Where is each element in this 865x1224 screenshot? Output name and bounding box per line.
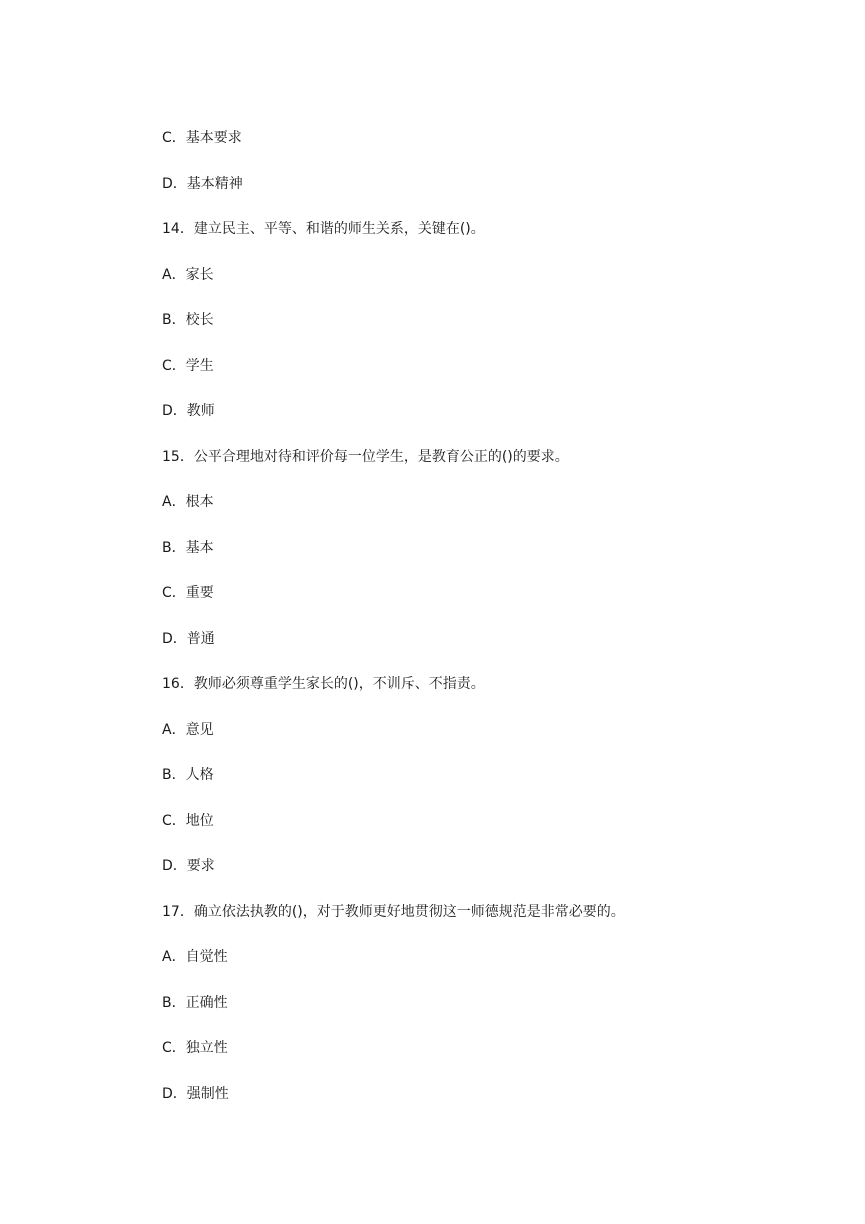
option-a-q17: A．自觉性 <box>162 949 228 965</box>
option-c-q14: C．学生 <box>162 358 214 374</box>
option-d-q16: D．要求 <box>162 858 215 874</box>
option-a-q15: A．根本 <box>162 494 214 510</box>
option-b-q17: B．正确性 <box>162 995 228 1011</box>
question-17: 17．确立依法执教的()，对于教师更好地贯彻这一师德规范是非常必要的。 <box>162 904 625 920</box>
question-14: 14．建立民主、平等、和谐的师生关系，关键在()。 <box>162 221 485 237</box>
option-d-q15: D．普通 <box>162 631 215 647</box>
option-a-q16: A．意见 <box>162 722 214 738</box>
option-b-q16: B．人格 <box>162 767 214 783</box>
option-c-q17: C．独立性 <box>162 1040 228 1056</box>
option-b-q14: B．校长 <box>162 312 214 328</box>
option-d-q14: D．教师 <box>162 403 215 419</box>
option-a-q14: A．家长 <box>162 267 214 283</box>
question-16: 16．教师必须尊重学生家长的()，不训斥、不指责。 <box>162 676 485 692</box>
option-d-q13: D．基本精神 <box>162 176 243 192</box>
option-c-q16: C．地位 <box>162 813 214 829</box>
option-d-q17: D．强制性 <box>162 1086 229 1102</box>
option-c-q15: C．重要 <box>162 585 214 601</box>
option-b-q15: B．基本 <box>162 540 214 556</box>
question-15: 15．公平合理地对待和评价每一位学生，是教育公正的()的要求。 <box>162 449 569 465</box>
option-c-q13: C．基本要求 <box>162 130 242 146</box>
